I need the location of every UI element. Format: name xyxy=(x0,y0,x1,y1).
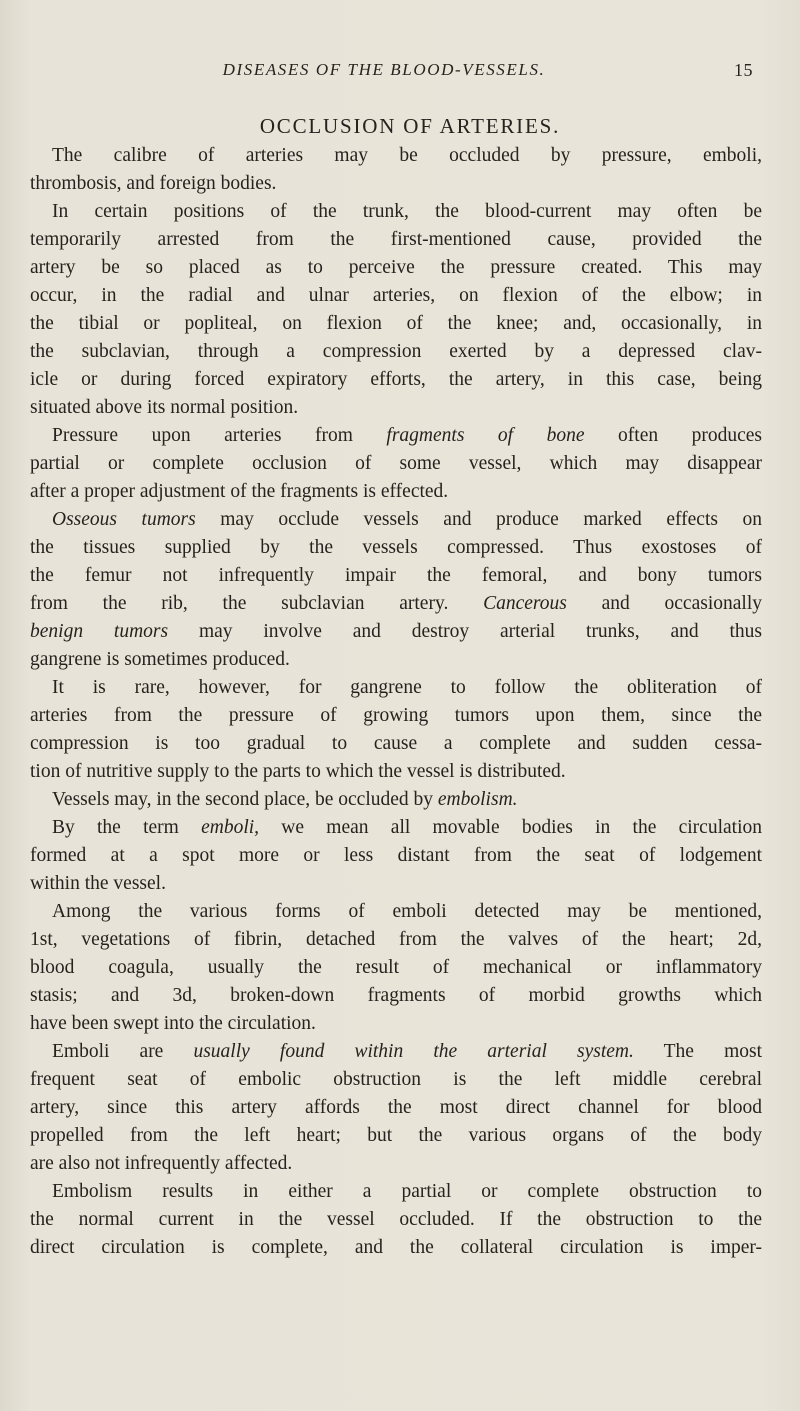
text-line: formed at a spot more or less distant from the seat of lodgement xyxy=(30,845,762,866)
text-line: tion of nutritive supply to the parts to which the vessel is distributed. xyxy=(30,761,566,782)
text-line: the subclavian, through a compression exerted by a depressed clav- xyxy=(30,341,762,362)
text-line xyxy=(30,590,762,618)
text-line xyxy=(30,618,762,646)
body-text xyxy=(30,142,762,1262)
text-line xyxy=(30,814,762,842)
text-line: the normal current in the vessel occluded. If the obstruction to the xyxy=(30,1209,762,1230)
text-line: occur, in the radial and ulnar arteries, on flexion of the elbow; in xyxy=(30,285,762,306)
text-line: the tibial or popliteal, on flexion of the knee; and, occasionally, in xyxy=(30,313,762,334)
text-line xyxy=(30,422,762,450)
text-line: propelled from the left heart; but the various organs of the body xyxy=(30,1125,762,1146)
text-line: blood coagula, usually the result of mechanical or inflammatory xyxy=(30,957,762,978)
text-line: Among the various forms of emboli detected may be mentioned, xyxy=(52,901,762,922)
italic-run: fragments of bone xyxy=(386,425,585,446)
text-line: It is rare, however, for gangrene to follow the obliteration of xyxy=(52,677,762,698)
text-line: artery, since this artery affords the most direct channel for blood xyxy=(30,1097,762,1118)
text-line xyxy=(30,506,762,534)
text-line: within the vessel. xyxy=(30,873,166,894)
text-line: are also not infrequently affected. xyxy=(30,1153,293,1174)
text-line: situated above its normal position. xyxy=(30,397,299,418)
text-run: Vessels may, in the second place, be occluded by xyxy=(52,789,438,810)
text-line: The calibre of arteries may be occluded by pressure, emboli, xyxy=(52,145,762,166)
text-line: Embolism results in either a partial or complete obstruction to xyxy=(52,1181,762,1202)
italic-run: Cancerous xyxy=(483,593,567,614)
text-run: may occlude vessels and produce marked effects on xyxy=(195,509,762,530)
text-line xyxy=(30,786,762,814)
text-run: from the rib, the subclavian artery. xyxy=(30,593,484,614)
text-line: the femur not infrequently impair the femoral, and bony tumors xyxy=(30,565,762,586)
text-line: partial or complete occlusion of some vessel, which may disappear xyxy=(30,453,762,474)
text-line: direct circulation is complete, and the collateral circulation is imper- xyxy=(30,1237,762,1258)
text-line: In certain positions of the trunk, the blood-current may often be xyxy=(52,201,762,222)
text-line: compression is too gradual to cause a complete and sudden cessa- xyxy=(30,733,762,754)
running-head: DISEASES OF THE BLOOD-VESSELS. xyxy=(222,60,546,79)
text-run: Emboli are xyxy=(52,1041,194,1062)
text-line: frequent seat of embolic obstruction is the left middle cerebral xyxy=(30,1069,762,1090)
text-line: 1st, vegetations of fibrin, detached from the valves of the heart; 2d, xyxy=(30,929,762,950)
text-line: thrombosis, and foreign bodies. xyxy=(30,173,277,194)
text-run: often produces xyxy=(584,425,762,446)
page-number: 15 xyxy=(734,60,753,80)
text-run: By the term xyxy=(52,817,202,838)
text-run: and occasionally xyxy=(566,593,762,614)
text-run: Pressure upon arteries from xyxy=(52,425,387,446)
text-line: stasis; and 3d, broken-down fragments of morbid growths which xyxy=(30,985,762,1006)
text-line xyxy=(30,1038,762,1066)
italic-run: emboli, xyxy=(201,817,260,838)
italic-run: embolism. xyxy=(437,789,518,810)
text-line: the tissues supplied by the vessels compressed. Thus exostoses of xyxy=(30,537,762,558)
section-title: OCCLUSION OF ARTERIES. xyxy=(259,114,561,138)
text-line: after a proper adjustment of the fragments is effected. xyxy=(30,481,449,502)
italic-run: benign tumors xyxy=(30,621,169,642)
text-line: arteries from the pressure of growing tumors upon them, since the xyxy=(30,705,762,726)
text-line: have been swept into the circulation. xyxy=(30,1013,316,1034)
text-run: The most xyxy=(633,1041,762,1062)
italic-run: Osseous tumors xyxy=(52,509,196,530)
text-line: gangrene is sometimes produced. xyxy=(30,649,290,670)
text-line: artery be so placed as to perceive the pressure created. This may xyxy=(30,257,762,278)
text-run: may involve and destroy arterial trunks, and thus xyxy=(168,621,762,642)
text-run: we mean all movable bodies in the circulation xyxy=(259,817,762,838)
text-line: icle or during forced expiratory efforts, the artery, in this case, being xyxy=(30,369,762,390)
text-line: temporarily arrested from the first-mentioned cause, provided the xyxy=(30,229,762,250)
italic-run: usually found within the arterial system. xyxy=(193,1041,634,1062)
